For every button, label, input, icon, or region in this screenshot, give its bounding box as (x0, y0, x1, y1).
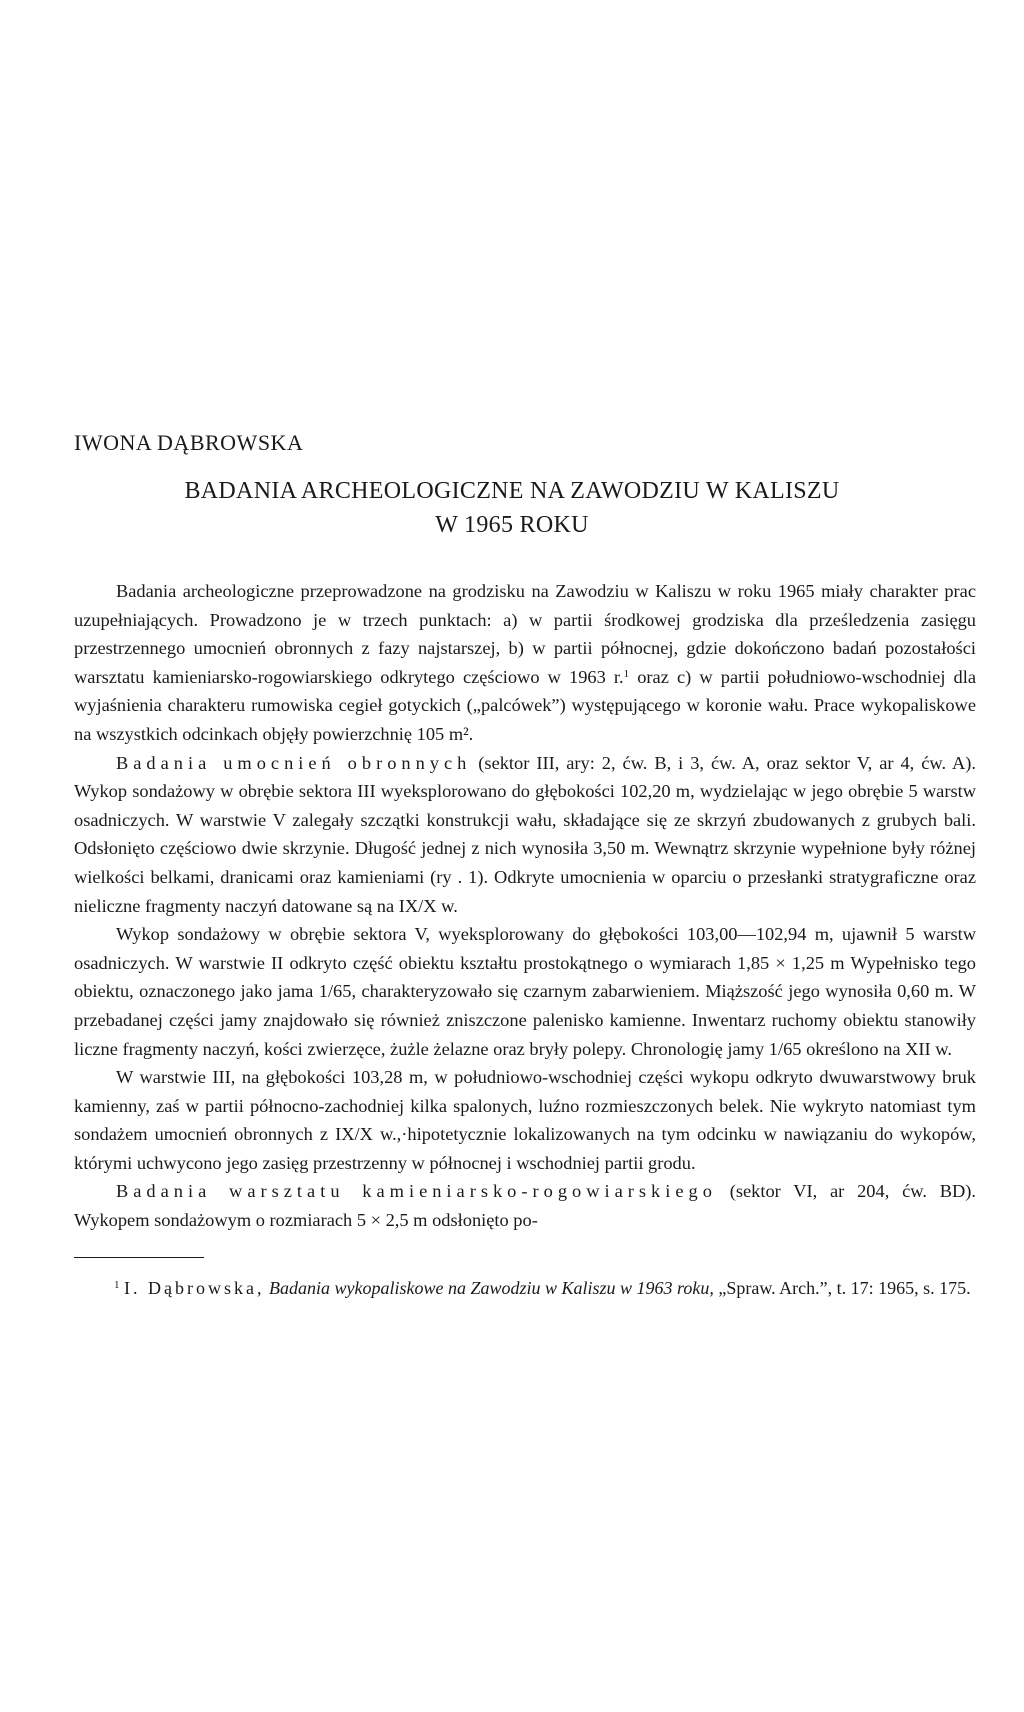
paragraph-2-text: (sektor III, ary: 2, ćw. B, i 3, ćw. A, oraz sektor V, ar 4, ćw. A). Wykop sondażowy w obrębie sektora III wyeksplorowano do głębokości 102,20 m, wydzielając w jego obrębie 5 warstw osadniczych. W warstwie V zalegały szczątki konstrukcji wału, składające się ze skrzyń zbudowanych z grubych bali. Odsłonięto częściowo dwie skrzynie. Długość jednej z nich wynosiła 3,50 m. Wewnątrz skrzynie wypełnione były różnej wielkości belkami, dranicami oraz kamieniami (ry . 1). Odkryte umocnienia w oparciu o przesłanki stratygraficzne oraz nieliczne fragmenty naczyń datowane są na IX/X w. (74, 752, 976, 916)
paragraph-4: W warstwie III, na głębokości 103,28 m, w południowo-wschodniej części wykopu odkryto dwuwarstwowy bruk kamienny, zaś w partii północno-zachodniej kilka spalonych, luźno rozmieszczonych belek. Nie wykryto natomiast tym sondażem umocnień obronnych z IX/X w.,·hipotetycznie lokalizowanych na tym odcinku w nawiązaniu do wykopów, którymi uchwycono jego zasięg przestrzenny w północnej i wschodniej partii grodu. (74, 1067, 976, 1173)
title-line-2: W 1965 ROKU (435, 512, 589, 538)
footnote-ref: 1 (623, 667, 630, 680)
footnote-number: 1 (114, 1279, 120, 1291)
paragraph-1-text-b: oraz c) w partii południowo-wschodniej dla wyjaśnienia charakteru rumowiska cegieł gotyckich („palcówek”) występującego w koronie wału. Prace wykopaliskowe na wszystkich odcinkach objęły powierzchnię 105 m². (74, 666, 976, 744)
paragraph-5-text: (sektor VI, ar 204, ćw. BD). Wykopem sondażowym o rozmiarach 5 × 2,5 m odsłonięto po- (74, 1181, 976, 1231)
footnote-divider (74, 1257, 204, 1258)
paragraph-2 (74, 749, 976, 921)
paragraph-1-text-a: Badania archeologiczne przeprowadzone na grodzisku na Zawodziu w Kaliszu w roku 1965 miały charakter prac uzupełniających. Prowadzono je w trzech punktach: a) w partii środkowej grodziska dla prześledzenia zasięgu przestrzennego umocnień obronnych z fazy najstarszej, b) w partii północnej, gdzie dokończono badań pozostałości warsztatu kamieniarsko-rogowiarskiego odkrytego częściowo w 1963 r. (74, 581, 976, 687)
footnote-author: I. Dąbrowska, (124, 1278, 265, 1298)
title-line-1: BADANIA ARCHEOLOGICZNE NA ZAWODZIU W KALISZU (184, 478, 840, 504)
paragraph-5 (74, 1177, 976, 1234)
footnote (74, 1275, 976, 1302)
article-title (0, 474, 1024, 542)
section-heading-workshop: Badania warsztatu kamieniarsko-rogowiarskiego (116, 1181, 717, 1202)
footnote-1 (74, 1275, 976, 1302)
footnote-source: „Spraw. Arch.”, t. 17: 1965, s. 175. (713, 1278, 971, 1298)
article-body (74, 577, 976, 1235)
footnote-title: Badania wykopaliskowe na Zawodziu w Kaliszu w 1963 roku, (268, 1278, 714, 1298)
paragraph-1 (74, 577, 976, 749)
section-heading-fortifications: Badania umocnień obronnych (116, 752, 472, 773)
paragraph-3: Wykop sondażowy w obrębie sektora V, wyeksplorowany do głębokości 103,00—102,94 m, ujawnił 5 warstw osadniczych. W warstwie II odkryto część obiektu kształtu prostokątnego o wymiarach 1,85 × 1,25 m Wypełnisko tego obiektu, oznaczonego jako jama 1/65, charakteryzowało się czarnym zabarwieniem. Miąższość jego wynosiła 0,60 m. W przebadanej części jamy znajdowało się również zniszczone palenisko kamienne. Inwentarz ruchomy obiektu stanowiły liczne fragmenty naczyń, kości zwierzęce, żużle żelazne oraz bryły polepy. Chronologię jamy 1/65 określono na XII w. (74, 924, 976, 1059)
author-name: IWONA DĄBROWSKA (74, 430, 304, 455)
